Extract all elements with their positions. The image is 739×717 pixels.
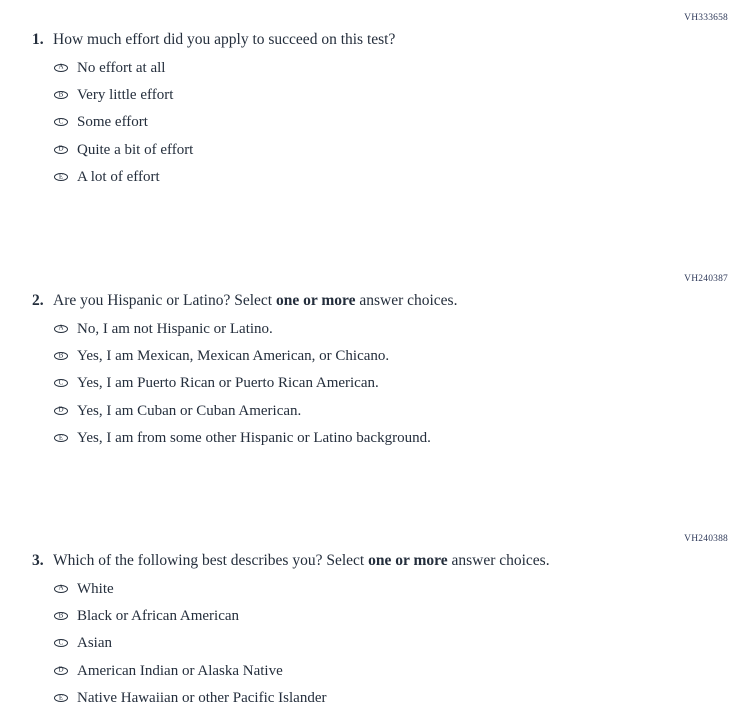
bubble-letter: D: [58, 405, 64, 414]
bubble-letter: E: [58, 172, 64, 181]
answer-option-e[interactable]: [54, 685, 739, 712]
question-prompt-row: [0, 550, 739, 572]
bubble-letter: C: [58, 378, 64, 387]
prompt-text-tail: answer choices.: [355, 292, 458, 309]
bubble-a-icon[interactable]: [54, 585, 68, 593]
answer-option-e[interactable]: [54, 425, 739, 452]
bubble-e-icon[interactable]: [54, 434, 68, 442]
bubble-c-icon[interactable]: [54, 118, 68, 126]
option-label: Yes, I am Puerto Rican or Puerto Rican American.: [77, 375, 379, 392]
bubble-letter: A: [58, 323, 64, 332]
answer-option-b[interactable]: [54, 342, 739, 369]
question-prompt: [53, 550, 739, 572]
option-label: No effort at all: [77, 59, 166, 76]
bubble-b-icon[interactable]: [54, 352, 68, 360]
question-number: 1.: [32, 31, 44, 48]
accession-code: VH240387: [684, 274, 728, 284]
answer-options: [54, 315, 739, 452]
option-label: A lot of effort: [77, 169, 160, 186]
question-block-2: [0, 274, 739, 452]
option-label: Black or African American: [77, 608, 240, 625]
bubble-letter: A: [58, 62, 64, 71]
option-label: Yes, I am Mexican, Mexican American, or Chicano.: [77, 348, 390, 365]
bubble-letter: B: [58, 90, 64, 99]
question-prompt: [53, 290, 739, 312]
question-block-1: [0, 13, 739, 191]
answer-option-e[interactable]: [54, 164, 739, 191]
option-label: Asian: [77, 635, 112, 652]
answer-option-c[interactable]: [54, 109, 739, 136]
bubble-letter: A: [58, 583, 64, 592]
bubble-c-icon[interactable]: [54, 639, 68, 647]
option-label: Yes, I am Cuban or Cuban American.: [77, 402, 302, 419]
answer-option-c[interactable]: [54, 630, 739, 657]
bubble-letter: B: [58, 351, 64, 360]
bubble-letter: E: [58, 433, 64, 442]
option-label: Yes, I am from some other Hispanic or Latino background.: [77, 430, 431, 447]
bubble-d-icon[interactable]: [54, 667, 68, 675]
answer-option-c[interactable]: [54, 370, 739, 397]
bubble-d-icon[interactable]: [54, 407, 68, 415]
bubble-letter: D: [58, 665, 64, 674]
option-label: Quite a bit of effort: [77, 141, 194, 158]
bubble-letter: B: [58, 611, 64, 620]
answer-option-a[interactable]: [54, 315, 739, 342]
bubble-letter: C: [58, 638, 64, 647]
question-prompt-row: [0, 29, 739, 51]
accession-code: VH240388: [684, 534, 728, 544]
bubble-d-icon[interactable]: [54, 146, 68, 154]
option-label: Very little effort: [77, 87, 174, 104]
bubble-b-icon[interactable]: [54, 91, 68, 99]
prompt-text: Are you Hispanic or Latino? Select: [53, 292, 276, 309]
prompt-text-tail: answer choices.: [447, 552, 550, 569]
option-label: Native Hawaiian or other Pacific Islander: [77, 690, 327, 707]
option-label: American Indian or Alaska Native: [77, 662, 283, 679]
option-label: Some effort: [77, 114, 148, 131]
answer-options: [54, 54, 739, 191]
bubble-letter: D: [58, 144, 64, 153]
prompt-text: Which of the following best describes you? Select: [53, 552, 369, 569]
answer-option-b[interactable]: [54, 81, 739, 108]
question-block-3: [0, 534, 739, 712]
answer-option-d[interactable]: [54, 136, 739, 163]
bubble-letter: E: [58, 693, 64, 702]
bubble-c-icon[interactable]: [54, 379, 68, 387]
answer-option-d[interactable]: [54, 657, 739, 684]
bubble-e-icon[interactable]: [54, 694, 68, 702]
prompt-bold-text: one or more: [368, 552, 448, 569]
accession-code: VH333658: [684, 13, 728, 23]
answer-option-a[interactable]: [54, 575, 739, 602]
bubble-letter: C: [58, 117, 64, 126]
question-number: 2.: [32, 292, 44, 309]
question-prompt: [53, 29, 739, 51]
answer-option-d[interactable]: [54, 397, 739, 424]
answer-option-a[interactable]: [54, 54, 739, 81]
prompt-bold-text: one or more: [275, 292, 356, 309]
answer-option-b[interactable]: [54, 602, 739, 629]
bubble-a-icon[interactable]: [54, 64, 68, 72]
prompt-text: How much effort did you apply to succeed on this test?: [53, 31, 396, 48]
bubble-a-icon[interactable]: [54, 325, 68, 333]
question-prompt-row: [0, 290, 739, 312]
option-label: White: [77, 580, 114, 597]
bubble-e-icon[interactable]: [54, 173, 68, 181]
answer-options: [54, 575, 739, 712]
bubble-b-icon[interactable]: [54, 612, 68, 620]
question-number: 3.: [32, 552, 44, 569]
option-label: No, I am not Hispanic or Latino.: [77, 320, 273, 337]
